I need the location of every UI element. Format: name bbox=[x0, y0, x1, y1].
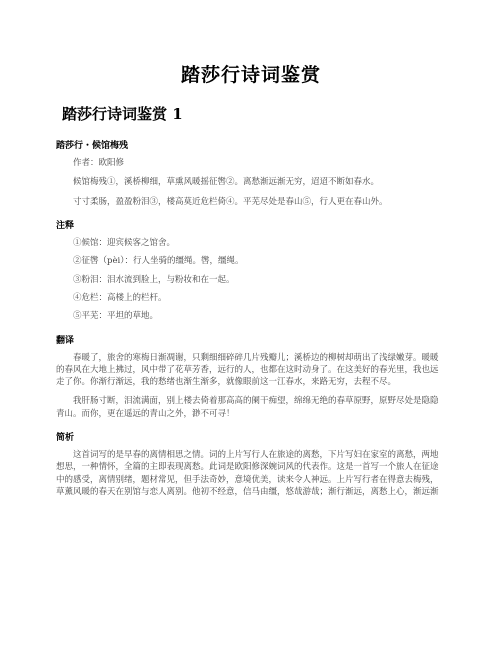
note-item: ③粉泪：泪水流到脸上，与粉妆和在一起。 bbox=[73, 274, 235, 285]
translation-paragraph: 春暖了，旅舍的寒梅日渐凋谢，只剩细细碎碎几片残瓣儿；溪桥边的柳树却萌出了浅绿嫩芽。暖暖的春风在大地上拂过，风中带了花草芳香，远行的人，也都在这时动身了。在这美好的春光里，我也远走了你。你渐行渐远，我的愁绪也渐生渐多，就像眼前这一江春水，来路无穷，去程不尽。 bbox=[56, 352, 439, 388]
section-title: 踏莎行诗词鉴赏 1 bbox=[62, 105, 183, 123]
note-item: ②征辔（pèi）：行人坐骑的缰绳。辔，缰绳。 bbox=[73, 256, 244, 267]
analysis-heading: 简析 bbox=[56, 433, 75, 444]
notes-heading: 注释 bbox=[56, 220, 75, 231]
poem-stanza: 候馆梅残①，溪桥柳细，草熏风暖摇征辔②。离愁渐远渐无穷，迢迢不断如春水。 bbox=[73, 177, 380, 188]
note-item: ⑤平芜：平坦的草地。 bbox=[73, 311, 159, 322]
note-item: ④危栏：高楼上的栏杆。 bbox=[73, 292, 167, 303]
document-title: 踏莎行诗词鉴赏 bbox=[180, 64, 321, 86]
translation-paragraph: 我肝肠寸断，泪流满面，别上楼去倚着那高高的阑干痴望，绵绵无绝的春草原野，原野尽处是隐隐青山。而你，更在遥远的青山之外，渺不可寻！ bbox=[56, 396, 439, 419]
poem-title: 踏莎行・候馆梅残 bbox=[56, 141, 129, 151]
author-line: 作者：欧阳修 bbox=[73, 158, 125, 168]
poem-stanza: 寸寸柔肠，盈盈粉泪③，楼高莫近危栏倚④。平芜尽处是春山⑤，行人更在春山外。 bbox=[73, 196, 388, 207]
analysis-paragraph: 这首词写的是早春的离情相思之情。词的上片写行人在旅途的离愁，下片写妇在家室的离愁，两地想思，一种情怀，全篇的主即表现离愁。此词是欧阳修深婉词风的代表作。这是一首写一个旅人在征途中的感受，离情别绪，题材常见，但手法奇妙，意境优美，读来令人神远。上片写行者在得意去梅残，草薰风暖的春天在别馆与恋人离别。他初不经意，信马由缰，悠哉游哉；渐行渐远，离愁上心，渐远渐 bbox=[56, 450, 439, 497]
translation-heading: 翻译 bbox=[56, 335, 75, 346]
note-item: ①候馆：迎宾候客之馆舍。 bbox=[73, 237, 176, 248]
